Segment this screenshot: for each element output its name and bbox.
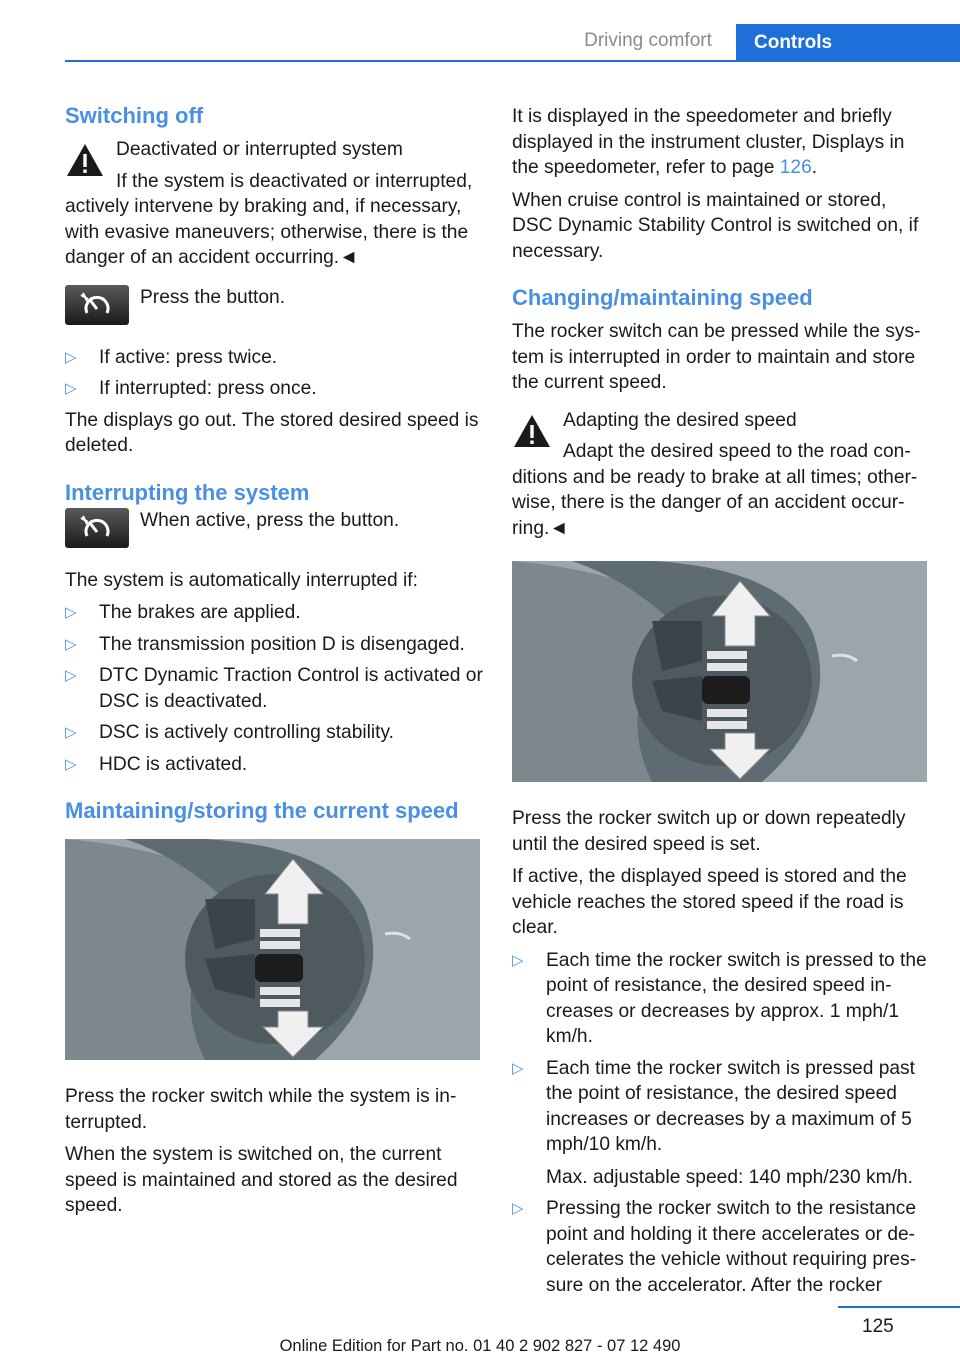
footer-edition: Online Edition for Part no. 01 40 2 902 827 - 07 12 490 <box>279 1337 681 1355</box>
paragraph-displays-out: The displays go out. The stored desired speed is deleted. <box>65 409 479 456</box>
cruise-button-image <box>65 508 129 548</box>
warning-icon <box>65 141 105 179</box>
warning-adapting <box>512 408 930 542</box>
bullet-icon: ▷ <box>65 667 77 684</box>
rocker-switch-photo <box>512 561 927 782</box>
header-rule <box>65 60 960 62</box>
button-text: When active, press the button. <box>140 509 400 531</box>
bullet-icon: ▷ <box>65 724 77 741</box>
list-item: ▷ If interrupted: press once. <box>65 376 483 402</box>
list-item: ▷ Each time the rocker switch is pressed to the point of resistance, the desired speed in-creases or decreases by approx. 1 mph/1 km/h. <box>512 949 927 1047</box>
bullet-icon: ▷ <box>65 380 77 397</box>
bullet-icon: ▷ <box>65 604 77 621</box>
header-chapter: Controls <box>736 24 960 62</box>
warning-deactivated <box>65 137 483 271</box>
list-item: ▷ DSC is actively controlling stability. <box>65 720 483 746</box>
paragraph-displayed: It is displayed in the speedometer and briefly displayed in the instrument cluster, Displays in the speedometer, refer to page 126. <box>512 106 905 178</box>
paragraph-if-active: If active, the displayed speed is stored and the vehicle reaches the stored speed if the road is clear. <box>512 866 907 938</box>
right-column <box>512 104 930 1304</box>
warning-body: If the system is deactivated or interrupted, actively intervene by braking and, if necessary, with evasive maneuvers; otherwise, there is the danger of an accident occurring.◄ <box>65 170 473 268</box>
bullet-icon: ▷ <box>65 635 77 653</box>
speedometer-icon <box>79 514 115 542</box>
button-text: Press the button. <box>140 286 286 308</box>
footer-rule <box>838 1306 960 1308</box>
left-column <box>65 102 483 1226</box>
heading-switching-off: Switching off <box>65 103 204 128</box>
list-item: ▷ Pressing the rocker switch to the resistance point and holding it there accelerates or de-celerates the vehicle without requiring pres-sure on the accelerator. After the rocker <box>512 1198 917 1296</box>
list-item: ▷ The brakes are applied. <box>65 600 483 626</box>
list-item: ▷ Each time the rocker switch is pressed past the point of resistance, the desired speed increases or decreases by a maximum of 5 mph/10 km/h. Max. adjustable speed: 140 mph/230 km/h. <box>512 1056 930 1191</box>
cruise-button-image <box>65 285 129 325</box>
paragraph-rocker-intro: The rocker switch can be pressed while the sys-tem is interrupted in order to maintain and store the current speed. <box>512 321 921 393</box>
bullet-icon: ▷ <box>512 1059 524 1077</box>
list-item: ▷ HDC is activated. <box>65 752 483 778</box>
list-item: ▷ If active: press twice. <box>65 345 483 371</box>
paragraph-system-on: When the system is switched on, the current speed is maintained and stored as the desired speed. <box>65 1144 458 1216</box>
speedometer-icon <box>79 291 115 319</box>
list-item: ▷ The transmission position D is disengaged. <box>65 632 483 658</box>
bullet-icon: ▷ <box>65 348 77 366</box>
heading-maintaining: Maintaining/storing the current speed <box>65 798 459 823</box>
page-link[interactable]: 126 <box>779 157 812 178</box>
paragraph-cruise: When cruise control is maintained or stored, DSC Dynamic Stability Control is switched on, if necessary. <box>512 189 919 262</box>
header-section: Driving comfort <box>584 30 712 51</box>
heading-interrupting: Interrupting the system <box>65 479 310 505</box>
bullet-icon: ▷ <box>512 951 524 969</box>
warning-title: Adapting the desired speed <box>563 409 797 431</box>
rocker-switch-photo <box>65 839 480 1060</box>
bullet-icon: ▷ <box>512 1200 524 1217</box>
warning-title: Deactivated or interrupted system <box>116 139 403 160</box>
list-item: ▷ DTC Dynamic Traction Control is activated or DSC is deactivated. <box>65 665 483 712</box>
button-instruction <box>65 286 483 333</box>
paragraph-press-rocker: Press the rocker switch while the system is in-terrupted. <box>65 1086 457 1133</box>
max-speed-note: Max. adjustable speed: 140 mph/230 km/h. <box>546 1166 913 1188</box>
paragraph-auto-interrupt: The system is automatically interrupted if: <box>65 569 418 591</box>
warning-body: Adapt the desired speed to the road con-ditions and be ready to brake at all times; other-wise, there is the danger of an accident occur-ring.◄ <box>512 441 918 539</box>
warning-icon <box>512 412 552 450</box>
button-instruction <box>65 509 483 556</box>
paragraph-press-up-down: Press the rocker switch up or down repeatedly until the desired speed is set. <box>512 808 906 855</box>
page-number: 125 <box>862 1316 894 1337</box>
bullet-icon: ▷ <box>65 755 77 773</box>
heading-changing: Changing/maintaining speed <box>512 285 813 310</box>
